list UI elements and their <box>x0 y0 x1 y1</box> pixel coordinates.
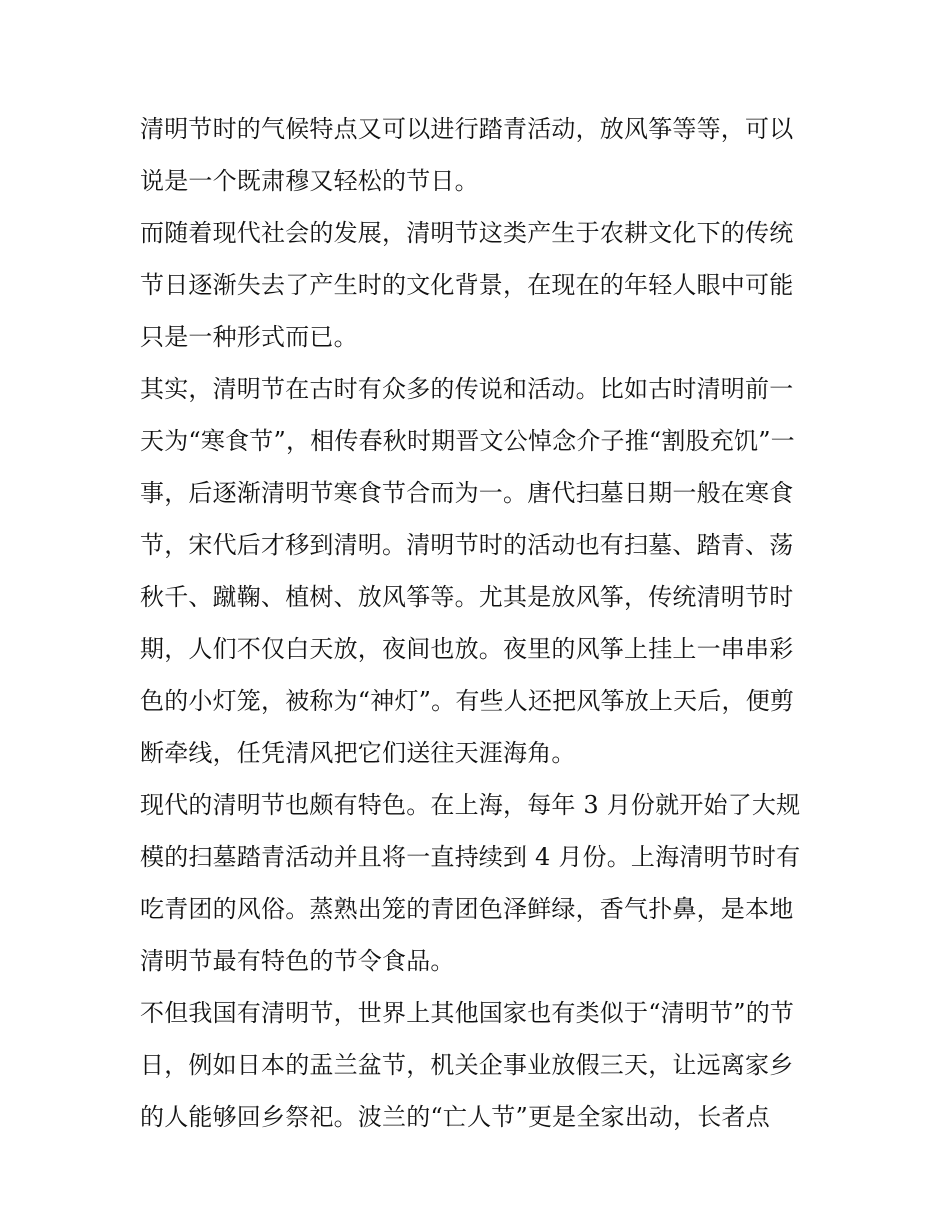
document-body <box>140 103 820 1143</box>
text-line: 节，宋代后才移到清明。清明节时的活动也有扫墓、踏青、荡 <box>140 531 794 559</box>
text-line: 清明节时的气候特点又可以进行踏青活动，放风筝等等，可以 <box>140 115 794 143</box>
text-line: 秋千、蹴鞠、植树、放风筝等。尤其是放风筝，传统清明节时 <box>140 583 794 611</box>
text-line: 现代的清明节也颇有特色。在上海，每年 3 月份就开始了大规 <box>140 791 801 819</box>
text-line: 期，人们不仅白天放，夜间也放。夜里的风筝上挂上一串串彩 <box>140 635 794 663</box>
text-line: 只是一种形式而已。 <box>140 323 358 351</box>
text-line: 天为“寒食节”，相传春秋时期晋文公悼念介子推“割股充饥”一 <box>140 427 795 455</box>
text-line: 断牵线，任凭清风把它们送往天涯海角。 <box>140 739 576 767</box>
text-line: 吃青团的风俗。蒸熟出笼的青团色泽鲜绿，香气扑鼻，是本地 <box>140 895 794 923</box>
text-line: 其实，清明节在古时有众多的传说和活动。比如古时清明前一 <box>140 375 794 403</box>
text-line: 的人能够回乡祭祀。波兰的“亡人节”更是全家出动，长者点 <box>140 1103 770 1131</box>
text-line: 事，后逐渐清明节寒食节合而为一。唐代扫墓日期一般在寒食 <box>140 479 794 507</box>
text-line: 色的小灯笼，被称为“神灯”。有些人还把风筝放上天后，便剪 <box>140 687 795 715</box>
text-line: 不但我国有清明节，世界上其他国家也有类似于“清明节”的节 <box>140 999 795 1027</box>
text-line: 清明节最有特色的节令食品。 <box>140 947 455 975</box>
text-line: 模的扫墓踏青活动并且将一直持续到 4 月份。上海清明节时有 <box>140 843 801 871</box>
text-line: 节日逐渐失去了产生时的文化背景，在现在的年轻人眼中可能 <box>140 271 794 299</box>
text-line: 日，例如日本的盂兰盆节，机关企事业放假三天，让远离家乡 <box>140 1051 794 1079</box>
text-line: 而随着现代社会的发展，清明节这类产生于农耕文化下的传统 <box>140 219 794 247</box>
text-line: 说是一个既肃穆又轻松的节日。 <box>140 167 479 195</box>
